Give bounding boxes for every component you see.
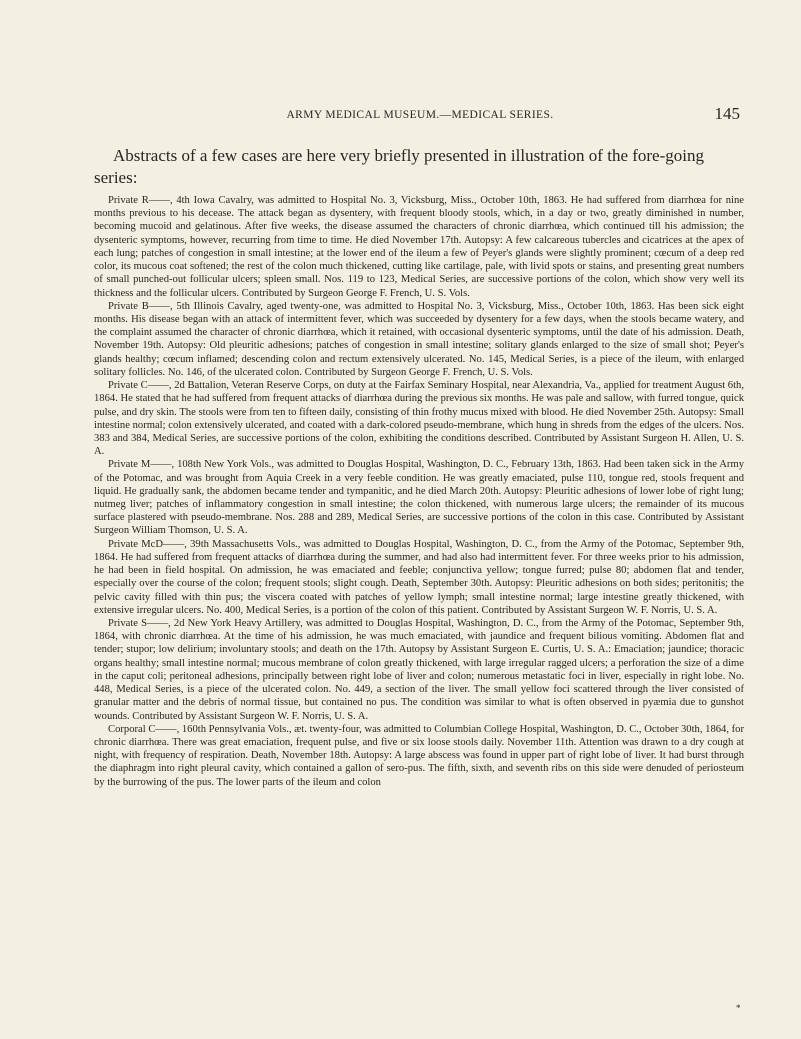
case-paragraph-private-s: Private S——, 2d New York Heavy Artillery, was admitted to Douglas Hospital, Washington, D. C., from the Army of the Potomac, September 9th, 1864, with chronic diarrhœa. At the time of his admission, he was much emaciated, with jaundice and frequent bilious vomiting. Abdomen flat and tender; stupor; low delirium; involuntary stools; and death on the 17th. Autopsy by Assistant Surgeon E. Curtis, U. S. A.: Emaciation; jaundice; thoracic organs healthy; small intestine normal; mucous membrane of colon greatly thickened, with large irregular ragged ulcers; a perforation the size of a dime in the caput coli; peritoneal adhesions, principally between right lobe of liver and colon; numerous metastatic foci in liver, especially in right lobe. No. 448, Medical Series, is a piece of the ulcerated colon. No. 449, a section of the liver. The small yellow foci scattered through the liver consisted of granular matter and the debris of normal tissue, but contained no pus. The condition was similar to what is often observed in pyæmia due to gunshot wounds. Contributed by Assistant Surgeon W. F. Norris, U. S. A. (94, 618, 744, 722)
page-number: 145 (714, 104, 740, 123)
case-paragraph-private-b: Private B——, 5th Illinois Cavalry, aged twenty-one, was admitted to Hospital No. 3, Vicksburg, Miss., October 10th, 1863. Has been sick eight months. His disease began with an attack of intermittent fever, which was succeeded by dysentery for a few days, when the stools became watery, and the complaint assumed the character of chronic diarrhœa, which it retained, with occasional dysenteric symptoms, until the date of his admission. Death, November 19th. Autopsy: Old pleuritic adhesions; patches of congestion in small intestine; solitary glands enlarged to the size of small shot; Peyer's glands healthy; cœcum inflamed; descending colon and rectum extensively ulcerated. No. 145, Medical Series, is a piece of the ileum, with enlarged solitary follicles. No. 146, of the ulcerated colon. Contributed by Surgeon George F. French, U. S. Vols. (94, 300, 744, 378)
running-head (100, 104, 740, 128)
case-paragraph-corporal-c: Corporal C——, 160th Pennsylvania Vols., æt. twenty-four, was admitted to Columbian College Hospital, Washington, D. C., October 30th, 1864, for chronic diarrhœa. There was great emaciation, frequent pulse, and five or six loose stools daily. November 11th. Attention was drawn to a dry cough at night, with frequency of respiration. Death, November 18th. Autopsy: A large abscess was found in upper part of right lobe of liver. It had burst through the diaphragm into right pleural cavity, which contained a gallon of sero-pus. The fifth, sixth, and seventh ribs on this side were denuded of periosteum by the burrowing of the pus. The lower parts of the ileum and colon (94, 723, 744, 788)
case-paragraph-private-m: Private M——, 108th New York Vols., was admitted to Douglas Hospital, Washington, D. C., February 13th, 1863. Had been taken sick in the Army of the Potomac, and was brought from Aquia Creek in a very feeble condition. He was greatly emaciated, pulse 110, tongue red, stools frequent and liquid. He gradually sank, the abdomen became tender and tympanitic, and he died March 20th. Autopsy: Pleuritic adhesions of lower lobe of right lung; nutmeg liver; patches of inflammatory congestion in small intestine; the colon thickened, with numerous large ulcers; the remainder of its mucous surface plastered with pseudo-membrane. Nos. 288 and 289, Medical Series, are successive portions of the colon in this case. Contributed by Assistant Surgeon William Thomson, U. S. A. (94, 459, 744, 537)
running-title: ARMY MEDICAL MUSEUM.—MEDICAL SERIES. (286, 109, 554, 121)
case-paragraph-private-mcd: Private McD——, 39th Massachusetts Vols., was admitted to Douglas Hospital, Washington, D. C., from the Army of the Potomac, September 9th, 1864. He had suffered from frequent attacks of diarrhœa during the summer, and had also had intermittent fever. For three weeks prior to his admission, he had been in field hospital. On admission, he was emaciated and feeble; conjunctiva yellow; tongue furred; pulse 80; abdomen flat and tender, especially over the course of the colon; frequent stools; slight cough. Death, September 30th. Autopsy: Pleuritic adhesions on both sides; peritonitis; the pelvic cavity filled with thin pus; the viscera coated with patches of yellow lymph; small intestine normal; large intestine greatly thickened, with extensive irregular ulcers. No. 400, Medical Series, is a portion of the colon of this patient. Contributed by Assistant Surgeon W. F. Norris, U. S. A. (94, 538, 744, 616)
section-heading: Abstracts of a few cases are here very briefly presented in illustration of the fore-going series: (94, 146, 704, 187)
signature-mark: * (736, 1003, 741, 1013)
case-paragraph-private-c: Private C——, 2d Battalion, Veteran Reserve Corps, on duty at the Fairfax Seminary Hospital, near Alexandria, Va., applied for treatment August 6th, 1864. He stated that he had suffered from frequent attacks of diarrhœa during the previous six months. He was pale and sallow, with furred tongue, quick pulse, and dry skin. The stools were from ten to fifteen daily, consisting of thin frothy mucus mixed with blood. He died November 25th. Autopsy: Small intestine normal; colon extensively ulcerated, and coated with a dark-colored pseudo-membrane, which hung in shreds from the edges of the ulcers. Nos. 383 and 384, Medical Series, are successive portions of the colon, exhibiting the conditions described. Contributed by Assistant Surgeon H. Allen, U. S. A. (94, 380, 744, 458)
case-paragraph-private-r: Private R——, 4th Iowa Cavalry, was admitted to Hospital No. 3, Vicksburg, Miss., October 10th, 1863. He had suffered from diarrhœa for nine months previous to his decease. The attack began as dysentery, with frequent bloody stools, which, in a day or two, greatly diminished in number, becoming mucoid and gelatinous. After five weeks, the disease assumed the characters of chronic diarrhœa, which continued till his admission; the dysenteric symptoms, however, recurring from time to time. He died November 17th. Autopsy: A few calcareous tubercles and cicatrices at the apex of each lung; patches of congestion in small intestine; at the lower end of the ileum a few of Peyer's glands were slightly prominent; cœcum of a deep red color, its mucous coat softened; the rest of the colon much thickened, cutting like cartilage, pale, with livid spots or stains, and presenting great numbers of small punched-out follicular ulcers; spleen small. Nos. 119 to 123, Medical Series, are successive portions of the colon, which show very well its thickness and the follicular ulcers. Contributed by Surgeon George F. French, U. S. Vols. (94, 195, 744, 299)
case-abstracts (94, 194, 744, 789)
